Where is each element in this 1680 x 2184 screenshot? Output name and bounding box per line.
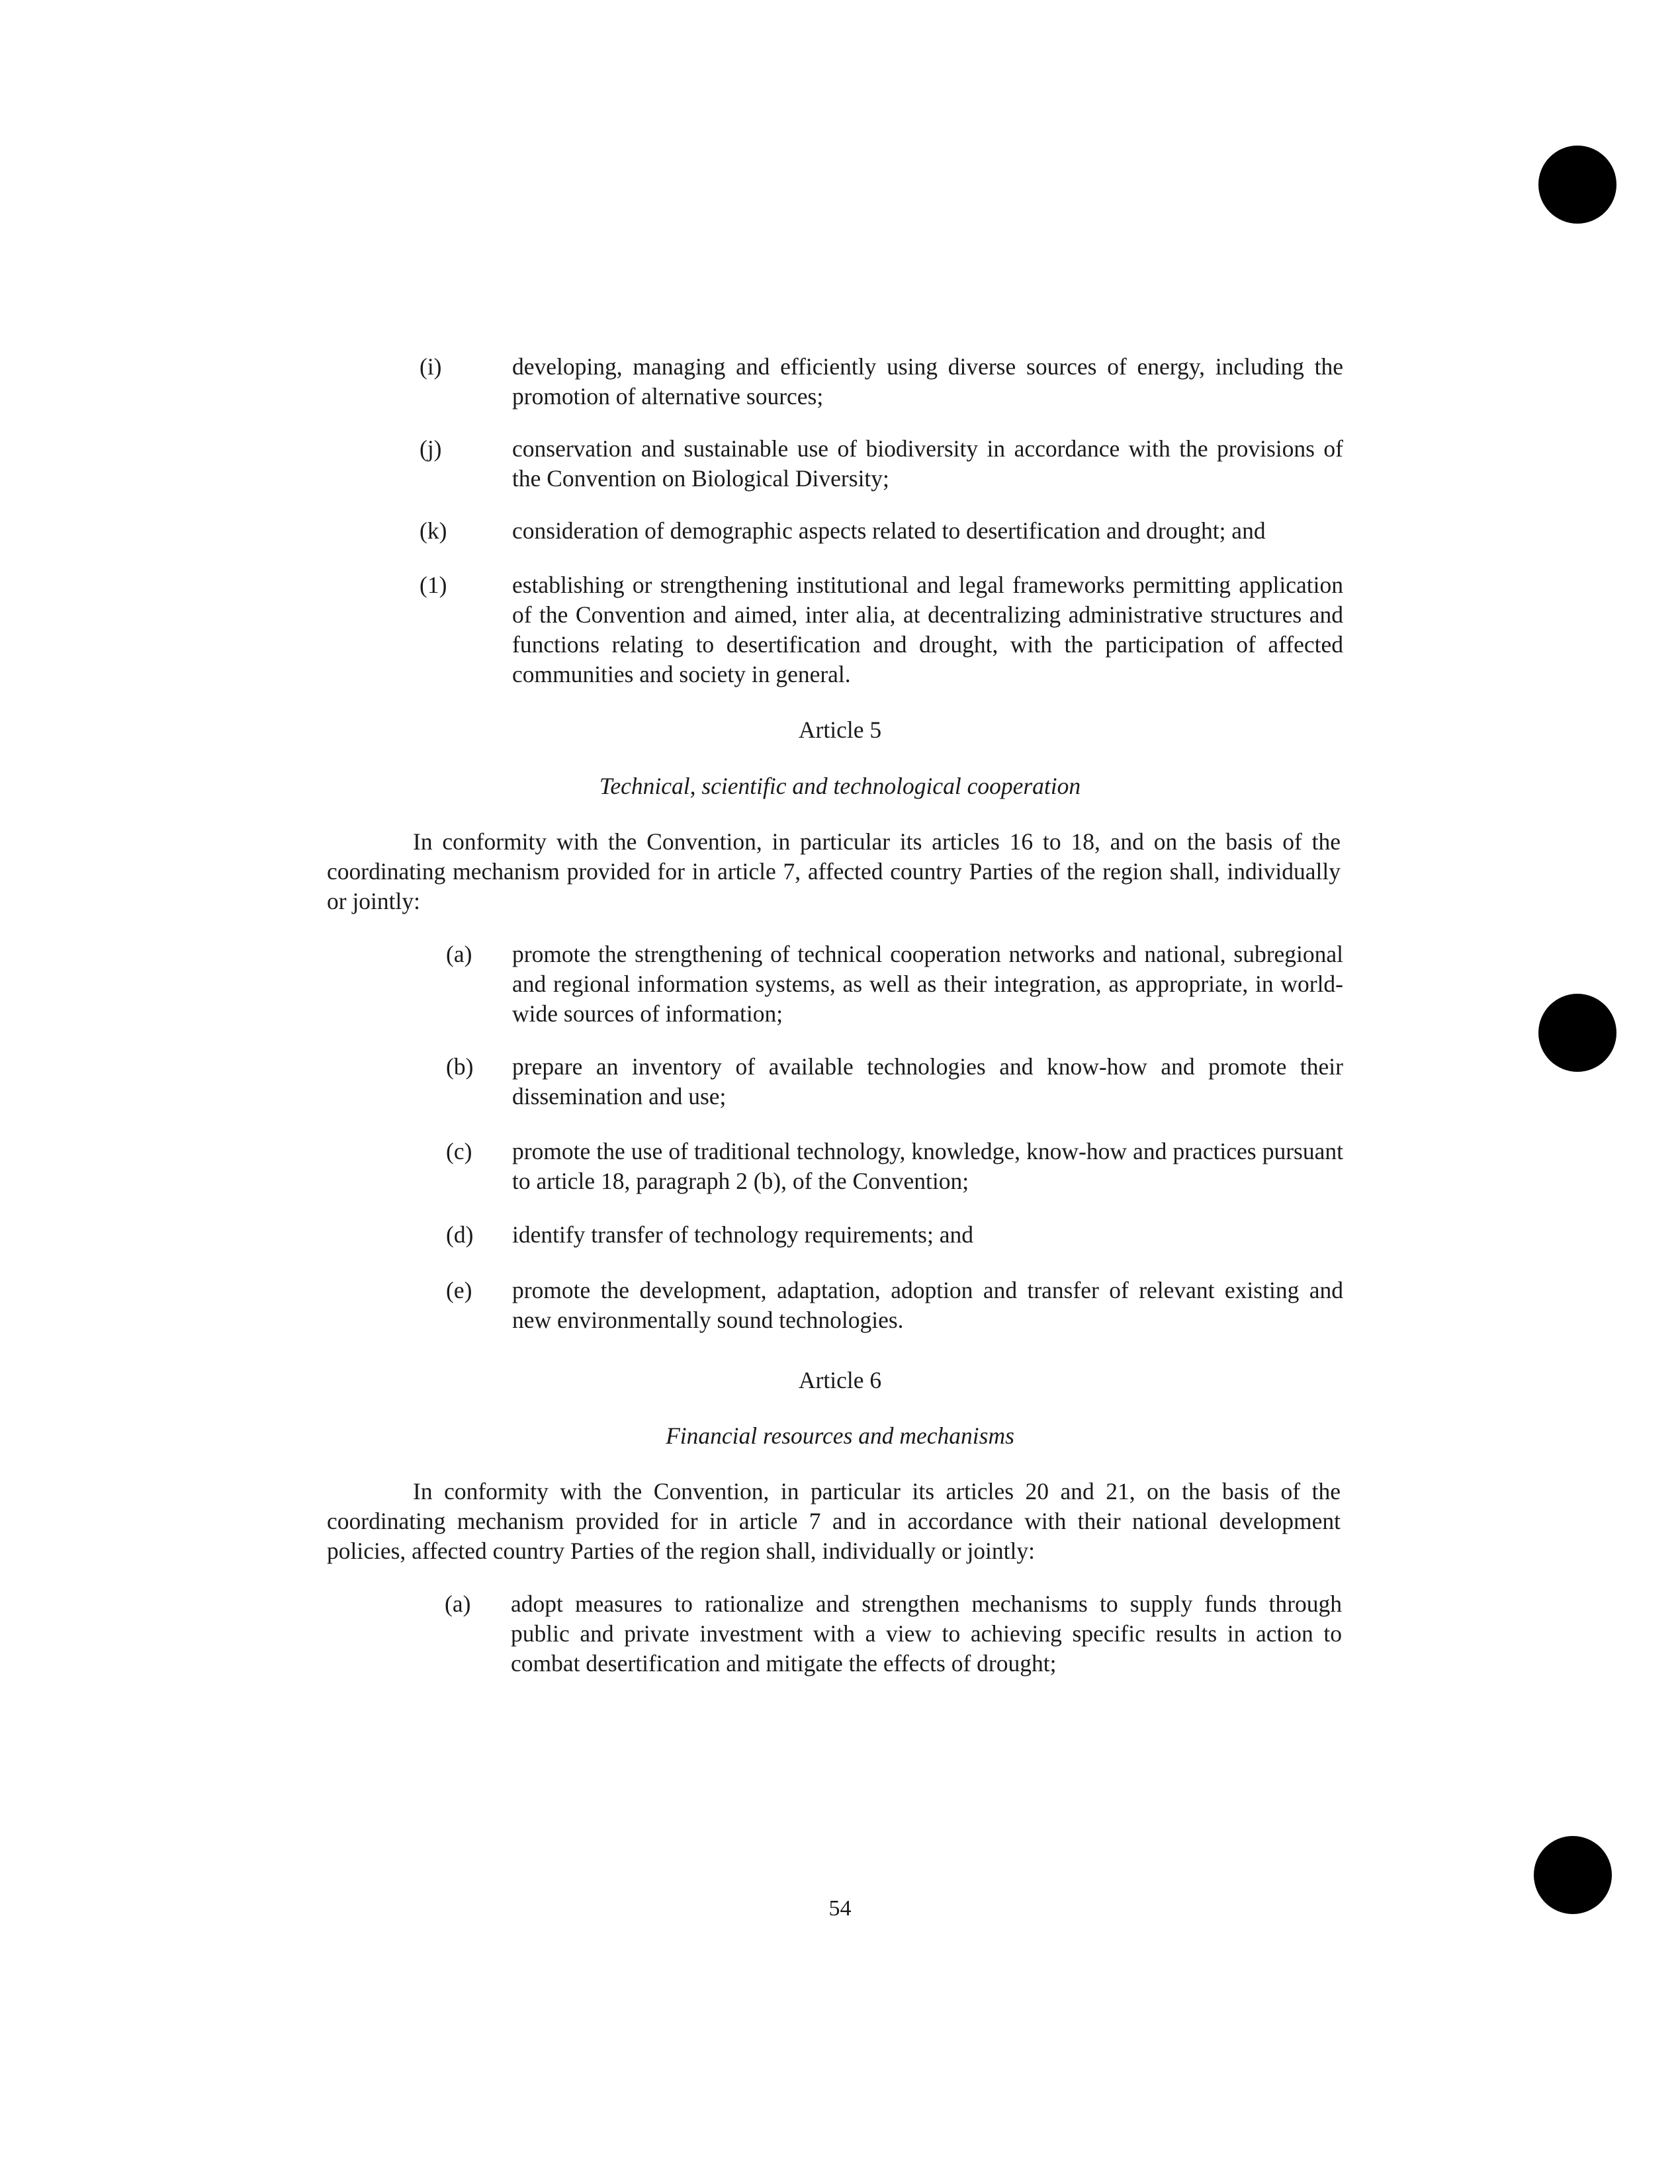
list-item-label: (e) [446,1277,472,1303]
list-item-text: developing, managing and efficiently using diverse sources of energy, including the promotion of alternative sources; [512,353,1343,410]
list-item-text: promote the development, adaptation, adoption and transfer of relevant existing and new environmentally sound technologies. [512,1277,1343,1333]
list-item-label: (b) [446,1053,474,1080]
article-number: Article 5 [798,717,882,743]
list-item-text: conservation and sustainable use of biodiversity in accordance with the provisions of the Convention on Biological Diversity; [512,435,1343,492]
list-item-label: (a) [446,941,472,967]
list-item-label: (j) [420,435,442,462]
list-item-text: promote the strengthening of technical cooperation networks and national, subregional and regional information systems, as well as their integration, as appropriate, in world-wide sources of information; [512,941,1343,1027]
list-item-label: (i) [420,353,442,380]
punch-hole [1538,994,1616,1072]
list-item-text: establishing or strengthening institutional and legal frameworks permitting application of the Convention and aimed, inter alia, at decentralizing administrative structures and functions relating to desertification and drought, with the participation of affected communities and society in general. [512,572,1343,687]
article-intro-paragraph: In conformity with the Convention, in particular its articles 16 to 18, and on the basis of the coordinating mechanism provided for in article 7, affected country Parties of the region shall, individually or jointly: [327,828,1341,914]
page-number: 54 [828,1896,852,1921]
list-item-text: adopt measures to rationalize and strengthen mechanisms to supply funds through public and private investment with a view to achieving specific results in action to combat desertification and mitigate the effects of drought; [511,1591,1342,1677]
list-item-label: (a) [445,1591,471,1617]
article-title: Technical, scientific and technological cooperation [599,773,1081,799]
article-intro-paragraph: In conformity with the Convention, in particular its articles 20 and 21, on the basis of the coordinating mechanism provided for in article 7 and in accordance with their national development policies, affected country Parties of the region shall, individually or jointly: [327,1478,1341,1564]
list-item-label: (d) [446,1221,474,1248]
list-item-text: promote the use of traditional technology, knowledge, know-how and practices pursuant to article 18, paragraph 2 (b), of the Convention; [512,1138,1343,1194]
punch-hole [1538,146,1616,224]
article-number: Article 6 [798,1367,882,1393]
list-item-text: consideration of demographic aspects related to desertification and drought; and [512,517,1266,544]
list-item-text: identify transfer of technology requirements; and [512,1221,973,1248]
list-item-label: (1) [420,572,447,598]
list-item-text: prepare an inventory of available technologies and know-how and promote their dissemination and use; [512,1053,1343,1110]
list-item-label: (c) [446,1138,472,1164]
article-title: Financial resources and mechanisms [666,1422,1014,1449]
list-item-label: (k) [420,517,447,544]
